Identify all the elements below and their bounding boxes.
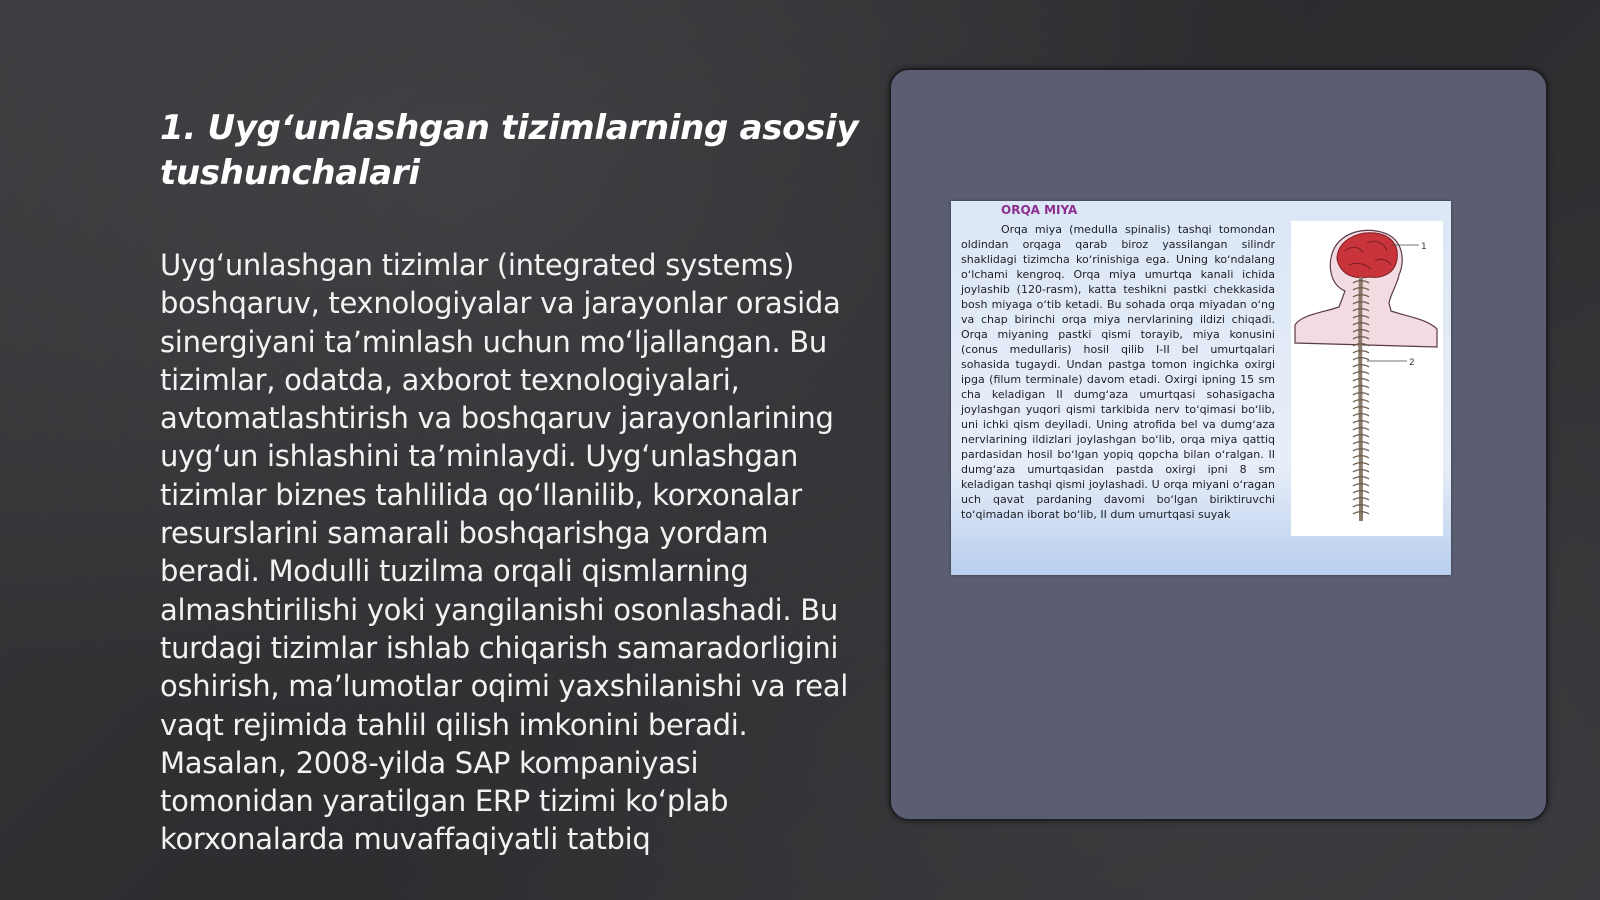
image-panel	[889, 68, 1548, 821]
textbook-heading: ORQA MIYA	[1001, 203, 1078, 217]
figure-label-2: 2	[1409, 358, 1415, 368]
slide-body-text: Uygʻunlashgan tizimlar (integrated systems) boshqaruv, texnologiyalar va jarayonlar orasida sinergiyani taʼminlash uchun moʻljallangan. Bu tizimlar, odatda, axborot texnologiyalari, avtomatlashtirish va boshqaruv jarayonlarining uygʻun ishlashini taʼminlaydi. Uygʻunlashgan tizimlar biznes tahlilida qoʻllanilib, korxonalar resurslarini samarali boshqarishga yordam beradi. Modulli tuzilma orqali qismlarning almashtirilishi yoki yangilanishi osonlashadi. Bu turdagi tizimlar ishlab chiqarish samaradorligini oshirish, maʼlumotlar oqimi yaxshilanishi va real vaqt rejimida tahlil qilish imkonini beradi. Masalan, 2008-yilda SAP kompaniyasi tomonidan yaratilgan ERP tizimi koʻplab korxonalarda muvaffaqiyatli tatbiq	[160, 248, 849, 857]
spinal-cord-illustration	[1291, 221, 1443, 536]
textbook-paragraph: Orqa miya (medulla spinalis) tashqi tomondan oldindan orqaga qarab biroz yassilangan silindr shaklidagi tizimcha koʻrinishiga ega. Uning koʻndalang oʻlchami kengroq. Orqa miya umurtqa kanali ichida joylashib (120-rasm), katta teshikni pastki chekkasida bosh miyaga oʻtib ketadi. Bu sohada orqa miyadan oʻng va chap birinchi orqa miya nervlarining ildizi chiqadi. Orqa miyaning pastki qismi torayib, miya konusini (conus medullaris) hosil qilib I-II bel umurtqalari sohasida tugaydi. Undan pastga tomon ingichka oxirgi ipga (filum terminale) davom etadi. Oxirgi ipning 15 sm cha keladigan II dumgʻaza umurtqasi sohasigacha joylashgan yuqori qismi tarkibida nerv toʻqimasi boʻlib, uni ichki qism deyiladi. Uning atrofida bel va dumgʻaza nervlarining ildizlari joylashgan boʻlib, orqa miya qattiq pardasidan hosil boʻlgan yopiq qopcha bilan oʻralgan. II dumgʻaza umurtqasidan pastda oxirgi ipni 8 sm keladigan tashqi qismi joylashadi. U orqa miyani oʻragan uch qavat pardaning davomi boʻlgan biriktiruvchi toʻqimadan iborat boʻlib, II dum umurtqasi suyak	[961, 223, 1275, 521]
figure-label-1: 1	[1421, 242, 1427, 252]
spinal-cord-line	[1360, 277, 1361, 521]
slide-title: 1. Uygʻunlashgan tizimlarning asosiy tushunchalari	[160, 108, 859, 193]
spinal-cord-figure	[1291, 221, 1443, 536]
textbook-page-image	[951, 201, 1451, 575]
